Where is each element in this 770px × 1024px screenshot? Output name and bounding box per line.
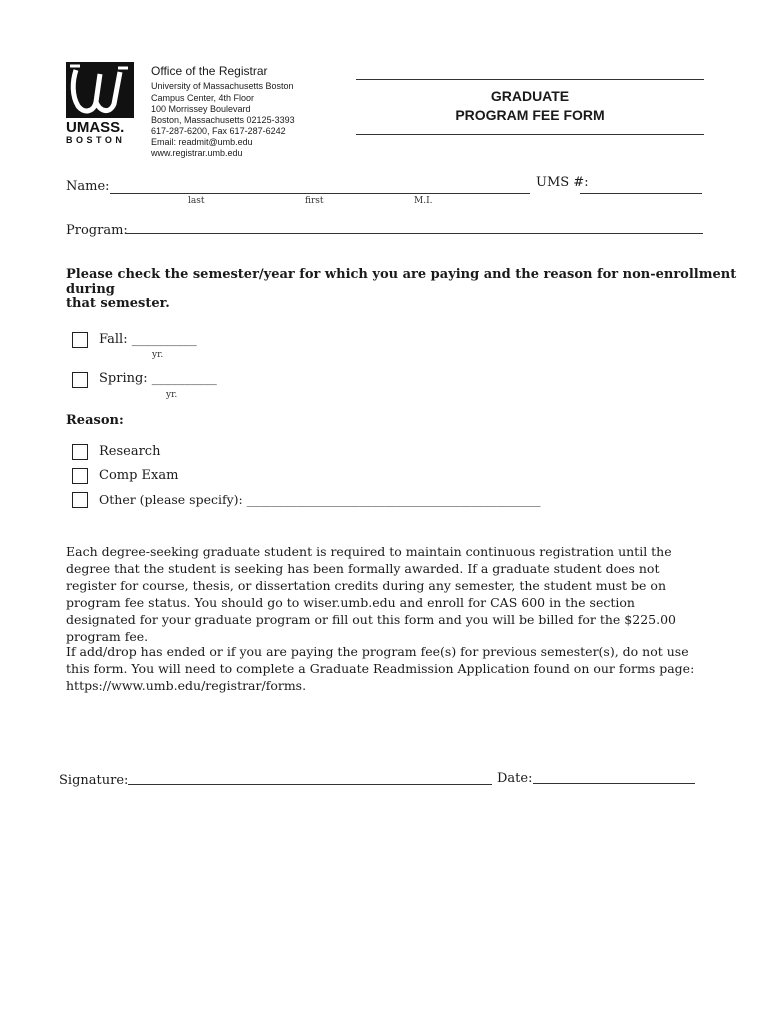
signature-label: Signature: <box>59 773 129 788</box>
reason-other-label: Other (please specify): _______________________________________________ <box>99 492 541 507</box>
comp-exam-checkbox[interactable] <box>72 468 88 484</box>
umass-logo-mark <box>66 62 134 118</box>
office-title: Office of the Registrar <box>151 64 268 78</box>
semester-question-cont: that semester. <box>66 296 170 311</box>
reason-heading: Reason: <box>66 413 124 428</box>
policy-paragraph: Each degree-seeking graduate student is required to maintain continuous registration until the degree that the student is seeking has been formally awarded. If a graduate student does not register for course, thesis, or dissertation credits during any semester, the student must be on program fee status. You should go to wiser.umb.edu and enroll for CAS 600 in the section designated for your graduate program or fill out this form and you will be billed for the $225.00 program fee. <box>66 544 676 644</box>
other-checkbox[interactable] <box>72 492 88 508</box>
umass-boston-logo <box>66 62 136 145</box>
program-field[interactable] <box>125 233 703 234</box>
logo-wordmark: UMASS. <box>66 119 125 136</box>
title-bottom-rule <box>356 134 704 135</box>
date-label: Date: <box>497 771 533 786</box>
office-line: 100 Morrissey Boulevard <box>151 104 251 114</box>
spring-year-caption: yr. <box>166 390 178 400</box>
office-line: Campus Center, 4th Floor <box>151 93 255 103</box>
fall-year-caption: yr. <box>152 350 164 360</box>
office-line: Boston, Massachusetts 02125-3393 <box>151 115 295 125</box>
name-label: Name: <box>66 179 110 194</box>
office-line: University of Massachusetts Boston <box>151 81 294 91</box>
name-first-caption: first <box>305 196 324 206</box>
office-line: 617-287-6200, Fax 617-287-6242 <box>151 126 286 136</box>
reason-research-label: Research <box>99 444 161 459</box>
form-title <box>420 87 640 125</box>
logo-subword: BOSTON <box>66 135 126 145</box>
research-checkbox[interactable] <box>72 444 88 460</box>
office-line: www.registrar.umb.edu <box>151 148 243 158</box>
date-field[interactable] <box>533 783 695 784</box>
name-mi-caption: M.I. <box>414 196 433 206</box>
title-top-rule <box>356 79 704 80</box>
form-title-line-2: PROGRAM FEE FORM <box>455 107 605 123</box>
readmission-paragraph: If add/drop has ended or if you are paying the program fee(s) for previous semester(s), do not use this form. You will need to complete a Graduate Readmission Application found on our forms page: https://www.umb.edu/registrar/forms. <box>66 644 695 693</box>
fall-checkbox[interactable] <box>72 332 88 348</box>
office-line: Email: readmit@umb.edu <box>151 137 253 147</box>
name-field[interactable] <box>110 193 530 194</box>
signature-field[interactable] <box>128 784 492 785</box>
fall-label: Fall: __________ <box>99 332 197 347</box>
spring-label: Spring: __________ <box>99 371 217 386</box>
spring-checkbox[interactable] <box>72 372 88 388</box>
name-last-caption: last <box>188 196 205 206</box>
form-title-line-1: GRADUATE <box>490 88 570 104</box>
program-label: Program: <box>66 223 128 238</box>
semester-question: Please check the semester/year for which you are paying and the reason for non-enrollment during <box>66 267 737 297</box>
ums-field[interactable] <box>580 193 702 194</box>
reason-comp-exam-label: Comp Exam <box>99 468 179 483</box>
ums-label: UMS #: <box>536 175 589 190</box>
